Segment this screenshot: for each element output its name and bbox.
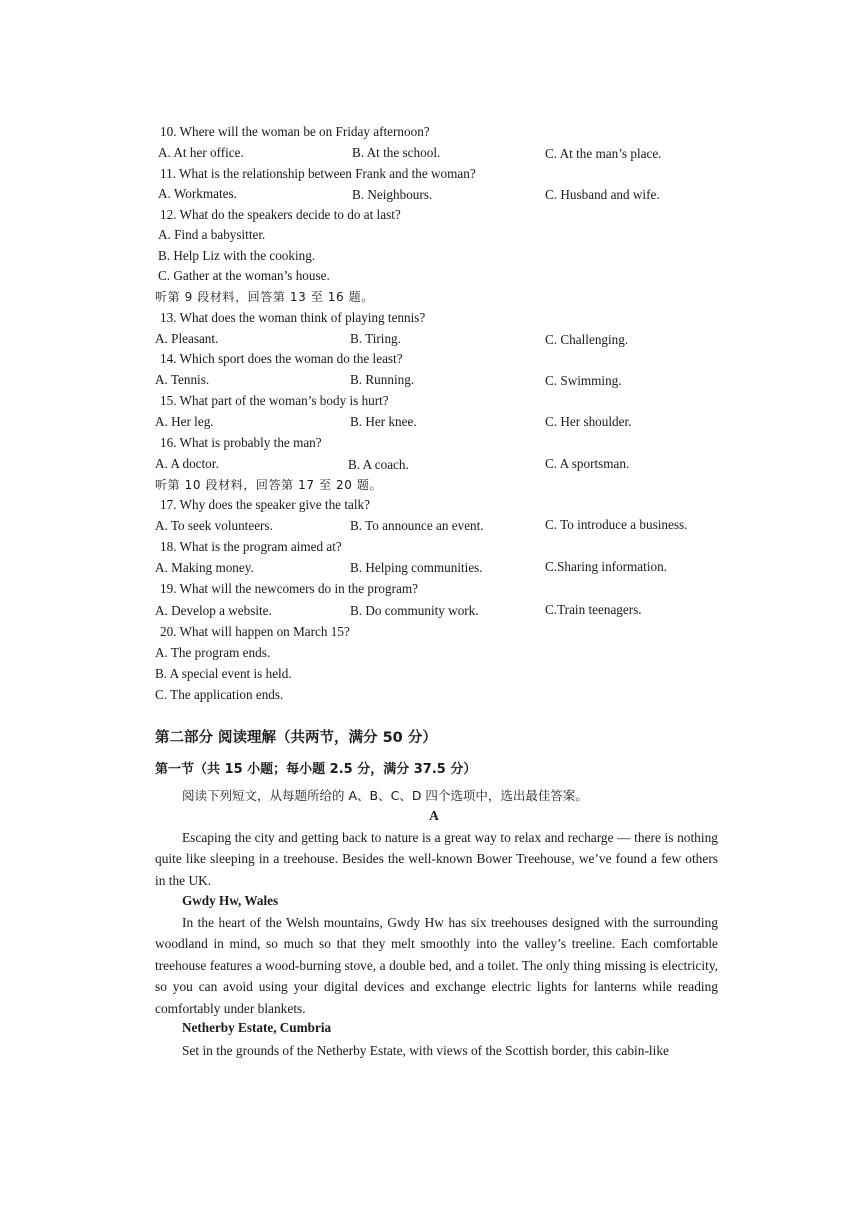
q10-option-c: C. At the man’s place. [545, 146, 662, 161]
question-19: 19. What will the newcomers do in the program? [160, 581, 418, 596]
intro-paragraph [155, 827, 718, 891]
netherby-paragraph [155, 1040, 718, 1061]
q15-option-a: A. Her leg. [155, 414, 214, 429]
section-9-instruction: 听第 9 段材料，回答第 13 至 16 题。 [155, 290, 374, 304]
q15-option-c: C. Her shoulder. [545, 414, 632, 429]
q12-option-b: B. Help Liz with the cooking. [158, 248, 316, 263]
q18-option-c: C.Sharing information. [545, 559, 667, 574]
question-16: 16. What is probably the man? [160, 435, 322, 450]
subheading-netherby-estate: Netherby Estate, Cumbria [182, 1020, 332, 1035]
q13-option-a: A. Pleasant. [155, 331, 219, 346]
q18-option-a: A. Making money. [155, 560, 254, 575]
q17-option-b: B. To announce an event. [350, 518, 484, 533]
q19-option-c: C.Train teenagers. [545, 602, 642, 617]
q14-option-c: C. Swimming. [545, 373, 622, 388]
q19-option-b: B. Do community work. [350, 603, 479, 618]
q17-option-c: C. To introduce a business. [545, 517, 688, 532]
gwdy-hw-paragraph [155, 912, 718, 1019]
q20-option-b: B. A special event is held. [155, 666, 292, 681]
q14-option-b: B. Running. [350, 372, 415, 387]
section-1-heading: 第一节（共 15 小题；每小题 2.5 分，满分 37.5 分） [155, 762, 477, 777]
reading-instructions: 阅读下列短文，从每题所给的 A、B、C、D 四个选项中，选出最佳答案。 [182, 788, 588, 803]
question-20: 20. What will happen on March 15? [160, 624, 350, 639]
question-18: 18. What is the program aimed at? [160, 539, 342, 554]
question-17: 17. Why does the speaker give the talk? [160, 497, 370, 512]
intro-paragraph-text: Escaping the city and getting back to nature is a great way to relax and recharge — there is nothing quite like sleeping in a treehouse. Besides the well-known Bower Treehouse, we’ve found a few others in the UK. [155, 830, 718, 888]
question-13: 13. What does the woman think of playing tennis? [160, 310, 426, 325]
q13-option-b: B. Tiring. [350, 331, 401, 346]
q11-option-a: A. Workmates. [158, 186, 237, 201]
q16-option-a: A. A doctor. [155, 456, 219, 471]
question-14: 14. Which sport does the woman do the least? [160, 351, 403, 366]
section-10-instruction: 听第 10 段材料，回答第 17 至 20 题。 [155, 478, 383, 492]
q10-option-b: B. At the school. [352, 145, 441, 160]
q11-option-c: C. Husband and wife. [545, 187, 660, 202]
gwdy-hw-paragraph-text: In the heart of the Welsh mountains, Gwdy Hw has six treehouses designed with the surrounding woodland in mind, so much so that they melt smoothly into the valley’s treeline. Each comfortable treehouse features a wood-burning stove, a double bed, and a toilet. The only thing missing is electricity, so you can avoid using your digital devices and exchange electric lights for lanterns while reading comfortably under blankets. [155, 915, 718, 1016]
subheading-gwdy-hw: Gwdy Hw, Wales [182, 893, 279, 908]
q12-option-c: C. Gather at the woman’s house. [158, 268, 330, 283]
q19-option-a: A. Develop a website. [155, 603, 272, 618]
passage-label: A [429, 808, 439, 823]
question-12: 12. What do the speakers decide to do at last? [160, 207, 401, 222]
part-2-heading: 第二部分 阅读理解（共两节，满分 50 分） [155, 730, 437, 746]
q12-option-a: A. Find a babysitter. [158, 227, 266, 242]
q16-option-c: C. A sportsman. [545, 456, 630, 471]
question-10: 10. Where will the woman be on Friday afternoon? [160, 124, 430, 139]
q20-option-c: C. The application ends. [155, 687, 284, 702]
netherby-paragraph-text: Set in the grounds of the Netherby Estate, with views of the Scottish border, this cabin-like [182, 1043, 670, 1058]
question-11: 11. What is the relationship between Frank and the woman? [160, 166, 476, 181]
q20-option-a: A. The program ends. [155, 645, 271, 660]
q13-option-c: C. Challenging. [545, 332, 629, 347]
q16-option-b: B. A coach. [348, 457, 409, 472]
q18-option-b: B. Helping communities. [350, 560, 483, 575]
q15-option-b: B. Her knee. [350, 414, 417, 429]
question-15: 15. What part of the woman’s body is hurt? [160, 393, 389, 408]
q11-option-b: B. Neighbours. [352, 187, 433, 202]
q17-option-a: A. To seek volunteers. [155, 518, 273, 533]
q14-option-a: A. Tennis. [155, 372, 210, 387]
q10-option-a: A. At her office. [158, 145, 244, 160]
